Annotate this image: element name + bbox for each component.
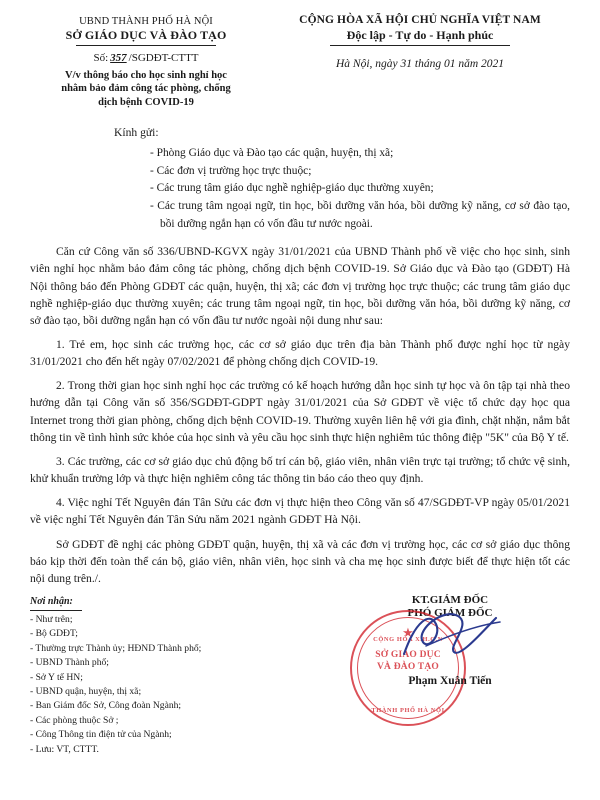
distribution-item: - Như trên; [30,614,73,625]
body-paragraph: 4. Việc nghỉ Tết Nguyên đán Tân Sửu các đơn vị thực hiện theo Công văn số 47/SGDĐT-VP ngày 05/01/2021 về việc nghỉ Tết Nguyên đán Tân Sửu năm 2021 ngành GDĐT Hà Nội. [30,496,570,527]
document-number-block [30,52,262,66]
signature-block [330,594,570,757]
seal-arc-bottom-text: THÀNH PHỐ HÀ NỘI [371,707,445,714]
signer-role-line-1: KT.GIÁM ĐỐC [411,594,489,606]
seal-center-line-2: VÀ ĐÀO TẠO [377,661,439,672]
recipient-item: - Các đơn vị trường học trực thuộc; [150,164,312,177]
national-title: CỘNG HÒA XÃ HỘI CHỦ NGHĨA VIỆT NAM [299,14,541,26]
signer-name: Phạm Xuân Tiến [408,675,492,687]
distribution-item: - Công Thông tin điện tử của Ngành; [30,729,172,741]
distribution-item: - UBND quận, huyện, thị xã; [30,685,142,697]
document-number-value: 357 [110,52,127,64]
document-number-suffix: /SGDĐT-CTTT [128,52,199,64]
recipients-list [150,145,570,233]
document-date: Hà Nội, ngày 31 tháng 01 năm 2021 [335,58,505,70]
subject-line-1: V/v thông báo cho học sinh nghỉ học [65,69,227,81]
body-paragraph: Sở GDĐT đề nghị các phòng GDĐT quận, huyện, thị xã và các đơn vị trường học, các cơ sở giáo dục thông báo kịp thời đến toàn thể cán bộ, giáo viên, nhân viên, học sinh và cha mẹ học sinh được biết để thực hiện tốt các nội dung trên./. [30,537,570,585]
document-footer [30,594,570,757]
distribution-item: - UBND Thành phố; [30,657,109,669]
distribution-item: - Lưu: VT, CTTT. [30,743,99,755]
subject-line-2: nhằm bảo đảm công tác phòng, chống [61,83,231,95]
document-header [30,14,570,110]
issuing-authority-parent: UBND THÀNH PHỐ HÀ NỘI [79,16,213,27]
distribution-list-title: Nơi nhận: [30,596,73,607]
body-paragraph: 1. Trẻ em, học sinh các trường học, các cơ sở giáo dục trên địa bàn Thành phố được nghỉ học từ ngày 31/01/2021 cho đến hết ngày 07/02/2021 để phòng chống dịch COVID-19. [30,337,570,369]
seal-center-line-1: SỞ GIÁO DỤC [375,650,441,660]
recipients-label: Kính gửi: [114,125,159,139]
header-left-divider [76,45,216,46]
header-left-block [30,14,262,110]
header-right-divider [330,45,510,46]
subject-line-3: dịch bệnh COVID-19 [98,97,194,109]
distribution-item: - Thường trực Thành ủy; HĐND Thành phố; [30,642,202,654]
body-paragraph: Căn cứ Công văn số 336/UBND-KGVX ngày 31/01/2021 của UBND Thành phố về việc cho học sinh, sinh viên nghỉ học nhằm bảo đảm công tác phòng, chống dịch bệnh COVID-19. Sở Giáo dục và Đào tạo (GDĐT) Hà Nội thông báo đến Phòng GDĐT các quận, huyện, thị xã; các đơn vị trường học trực thuộc; các trung tâm giáo dục nghề nghiệp-giáo dục thường xuyên; các trung tâm ngoại ngữ, tin học, bồi dưỡng văn hóa, bồi dưỡng kỹ năng, cơ sở đào tạo, bồi dưỡng ngắn hạn có vốn đầu tư nước ngoài nội dung như sau: [30,245,570,327]
body-paragraph: 2. Trong thời gian học sinh nghỉ học các trường có kế hoạch hướng dẫn học sinh tự học và ôn tập tại nhà theo hướng dẫn tại Công văn số 356/SGDĐT-GDPT ngày 31/01/2021 của Sở GDĐT về việc tổ chức dạy học qua Internet trong thời gian phòng, chống dịch bệnh COVID-19. Thường xuyên liên hệ với gia đình, chặt nhặn, nắm bắt thông tin về tình hình sức khỏe của học sinh và yêu cầu học sinh thực hiện nghiêm túc thông điệp "5K" của Bộ Y tế. [30,379,570,444]
document-number-label: Số: [93,52,109,64]
distribution-list [30,594,330,757]
handwritten-signature-icon [396,602,516,672]
issuing-authority: SỞ GIÁO DỤC VÀ ĐÀO TẠO [65,28,227,42]
seal-arc-top-text: CỘNG HÒA X.H.C.N [373,636,443,643]
seal-star-icon: ★ [402,625,414,640]
signer-role-line-2: PHÓ GIÁM ĐỐC [407,607,493,619]
body-paragraph: 3. Các trường, các cơ sở giáo dục chủ động bố trí cán bộ, giáo viên, nhân viên trực tại trường; tổ chức vệ sinh, khử khuẩn trường lớp và thực hiện nghiêm công tác thông tin báo cáo theo quy định. [30,454,570,486]
document-body [30,124,570,587]
document-subject [30,69,262,110]
recipient-item: - Các trung tâm ngoại ngữ, tin học, bồi dưỡng văn hóa, bồi dưỡng kỹ năng, cơ sở đào tạo, bồi dưỡng ngắn hạn có vốn đầu tư nước ngoài. [150,199,570,230]
national-motto: Độc lập - Tự do - Hạnh phúc [346,28,494,42]
distribution-item: - Sở Y tế HN; [30,671,83,683]
recipient-item: - Các trung tâm giáo dục nghề nghiệp-giáo dục thường xuyên; [150,182,434,195]
distribution-item: - Các phòng thuộc Sở ; [30,714,119,726]
header-right-block [270,14,570,70]
recipient-item: - Phòng Giáo dục và Đào tạo các quận, huyện, thị xã; [150,146,394,159]
distribution-title-underline [30,610,82,611]
distribution-item: - Bộ GDĐT; [30,628,78,640]
distribution-item: - Ban Giám đốc Sở, Công đoàn Ngành; [30,700,182,712]
